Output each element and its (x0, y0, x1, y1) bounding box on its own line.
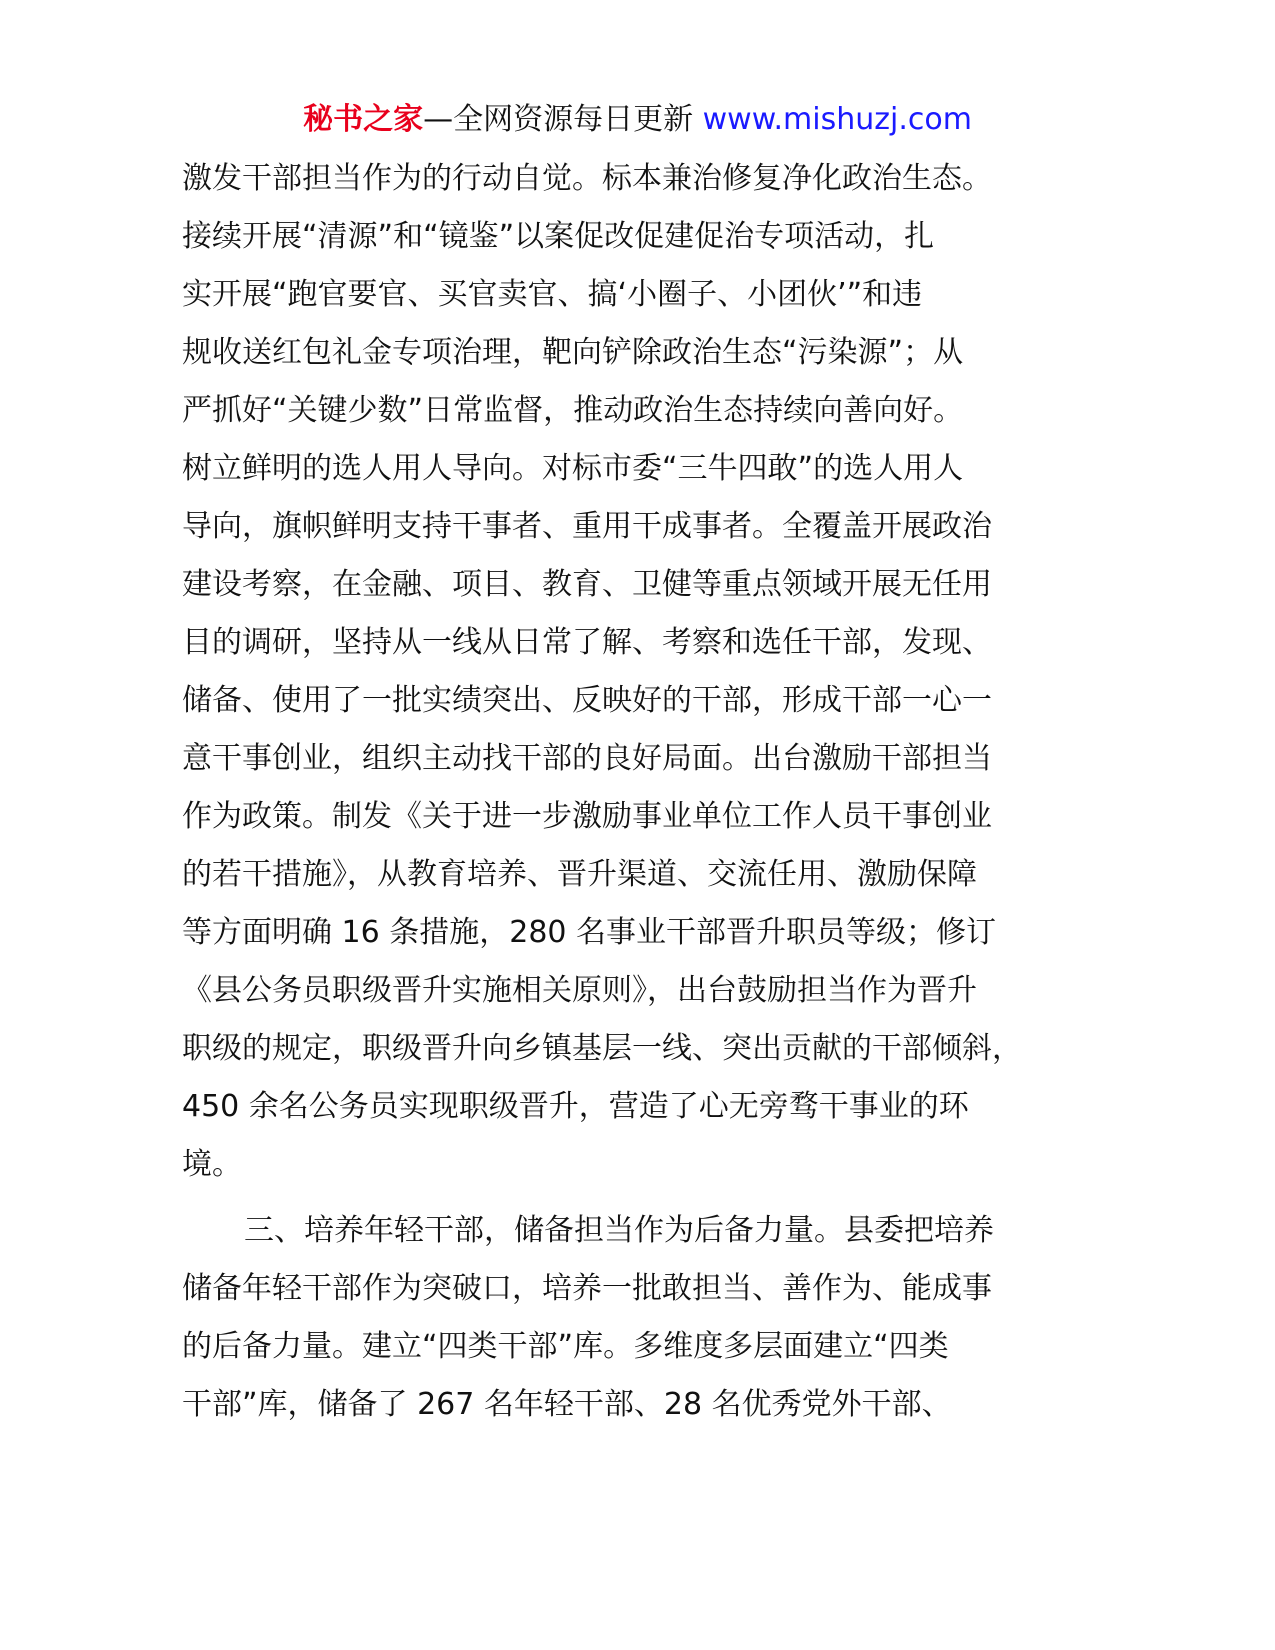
text-line: 的若干措施》，从教育培养、晋升渠道、交流任用、激励保障 (182, 857, 977, 892)
text-line: 等方面明确 16 条措施，280 名事业干部晋升职员等级；修订 (182, 915, 997, 950)
text-line: 干部”库，储备了 267 名年轻干部、28 名优秀党外干部、 (182, 1387, 952, 1422)
header-brand: 秘书之家 (303, 102, 424, 137)
text-line: 导向，旗帜鲜明支持干事者、重用干成事者。全覆盖开展政治 (182, 509, 992, 544)
text-line: 境。 (182, 1147, 242, 1182)
header-url-link[interactable]: www.mishuzj.com (702, 102, 972, 137)
text-line: 三、培养年轻干部，储备担当作为后备力量。县委把培养 (244, 1213, 994, 1248)
text-line: 作为政策。制发《关于进一步激励事业单位工作人员干事创业 (182, 799, 992, 834)
text-line: 接续开展“清源”和“镜鉴”以案促改促建促治专项活动，扎 (182, 219, 935, 254)
text-line: 职级的规定，职级晋升向乡镇基层一线、突出贡献的干部倾斜， (182, 1031, 1022, 1066)
document-body (182, 150, 1082, 1434)
text-line: 储备、使用了一批实绩突出、反映好的干部，形成干部一心一 (182, 683, 992, 718)
text-line: 的后备力量。建立“四类干部”库。多维度多层面建立“四类 (182, 1329, 949, 1364)
paragraph-1 (182, 150, 1082, 1194)
text-line: 储备年轻干部作为突破口，培养一批敢担当、善作为、能成事 (182, 1271, 992, 1306)
text-line: 450 余名公务员实现职级晋升，营造了心无旁骛干事业的环 (182, 1089, 969, 1124)
page-header (0, 100, 1275, 140)
text-line: 《县公务员职级晋升实施相关原则》，出台鼓励担当作为晋升 (182, 973, 977, 1008)
text-line: 规收送红包礼金专项治理，靶向铲除政治生态“污染源”；从 (182, 335, 964, 370)
text-line: 激发干部担当作为的行动自觉。标本兼治修复净化政治生态。 (182, 161, 992, 196)
paragraph-2 (182, 1202, 1082, 1434)
text-line: 树立鲜明的选人用人导向。对标市委“三牛四敢”的选人用人 (182, 451, 964, 486)
text-line: 目的调研，坚持从一线从日常了解、考察和选任干部，发现、 (182, 625, 992, 660)
text-line: 实开展“跑官要官、买官卖官、搞‘小圈子、小团伙’”和违 (182, 277, 923, 312)
text-line: 严抓好“关键少数”日常监督，推动政治生态持续向善向好。 (182, 393, 964, 428)
text-line: 意干事创业，组织主动找干部的良好局面。出台激励干部担当 (182, 741, 992, 776)
text-line: 建设考察，在金融、项目、教育、卫健等重点领域开展无任用 (182, 567, 992, 602)
header-tagline: —全网资源每日更新 (423, 102, 694, 137)
paragraph-gap (182, 1194, 1082, 1202)
